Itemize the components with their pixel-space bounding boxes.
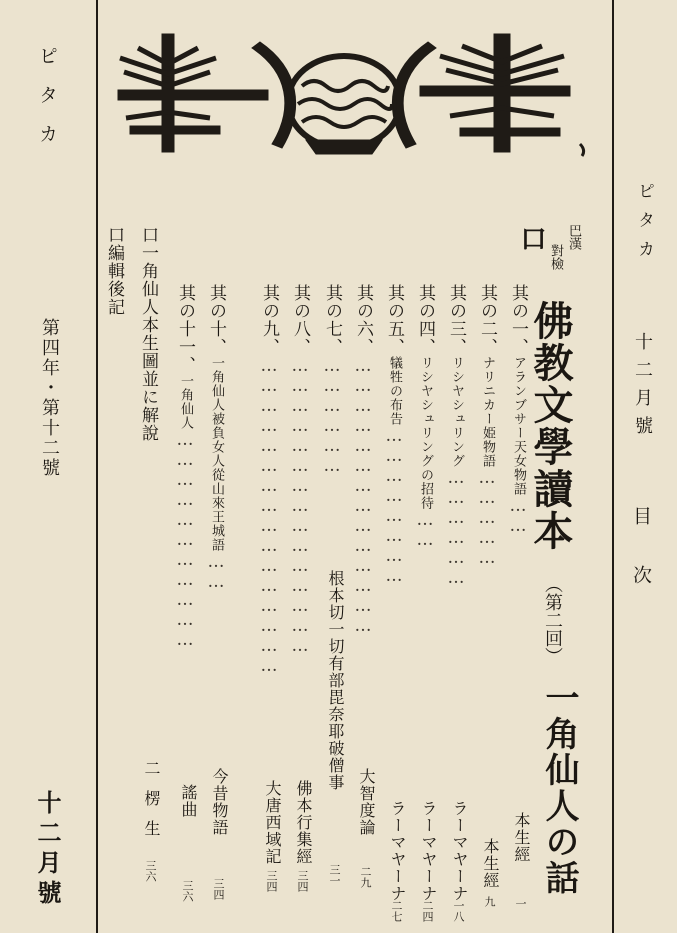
entry-source: 本生經	[512, 812, 531, 863]
toc-entry	[384, 284, 404, 586]
entry-page: 二七	[390, 900, 403, 922]
toc-entry	[206, 284, 226, 592]
entry-number: 其の四、	[415, 284, 435, 356]
right-tree-base	[460, 128, 560, 136]
entry-page: 三四	[296, 870, 309, 892]
right-margin-magazine-title: ピタカ	[634, 182, 654, 269]
toc-entry	[290, 284, 310, 656]
extra-entry	[104, 226, 124, 316]
right-frame-rule	[612, 0, 614, 933]
right-margin-month: 十二月號	[632, 332, 653, 444]
leader-dots: ……	[508, 496, 528, 536]
left-margin-volume: 第四年・第十二號	[39, 318, 60, 478]
entry-number: 其の十一、	[175, 284, 195, 374]
entry-title: 一角仙人	[178, 374, 193, 430]
entry-source: 謠曲	[179, 784, 198, 818]
entry-title: リシヤシュリング	[449, 356, 464, 468]
extra-bullet: 口	[138, 226, 158, 244]
entry-source: ラーマヤーナ	[388, 800, 407, 902]
leader-dots: …………………………………………	[259, 356, 279, 676]
title-bullet: 口	[516, 225, 546, 251]
left-tree-base	[130, 126, 220, 134]
entry-page: 三四	[265, 870, 278, 892]
right-margin-section-label: 目次	[630, 506, 652, 624]
entry-page: 一八	[452, 900, 465, 922]
entry-number: 其の六、	[353, 284, 373, 356]
entry-page: 二九	[359, 866, 372, 888]
entry-number: 其の七、	[322, 284, 342, 356]
entry-source: 本生經	[481, 838, 500, 889]
extra-bullet: 口	[104, 226, 124, 244]
entry-page: 三六	[181, 880, 194, 902]
title-prefix-lower	[548, 244, 563, 270]
left-tree-crossbar	[118, 90, 268, 100]
toc-entry	[175, 284, 195, 650]
leader-dots: ……	[415, 510, 435, 550]
left-margin-month: 十二月號	[33, 790, 62, 910]
leader-dots: ……………………………………	[353, 356, 373, 636]
installment-label: （第二回）	[542, 575, 563, 665]
toc-entry	[415, 284, 435, 550]
extra-page: 三六	[144, 860, 157, 882]
entry-number: 其の三、	[446, 284, 466, 356]
entry-title: 一角仙人被負女人從山來王城語	[209, 356, 224, 552]
leader-dots: ……………………	[384, 426, 404, 586]
right-squiggle	[580, 144, 584, 156]
entry-title: アランブサー天女物語	[511, 356, 526, 496]
entry-title: 犠牲の布告	[387, 356, 402, 426]
story-title: 一角仙人の話	[539, 680, 579, 896]
leader-dots: ………………	[322, 356, 342, 476]
entry-number: 其の二、	[477, 284, 497, 356]
leader-dots: ……………………………	[175, 430, 195, 650]
toc-entry	[322, 284, 342, 476]
pot-base	[306, 140, 382, 154]
entry-page: 一	[514, 898, 527, 909]
left-frame-rule	[96, 0, 98, 933]
entry-source: 大唐西域記	[263, 780, 282, 865]
entry-title: リシヤシュリングの招待	[418, 356, 433, 510]
right-tree-crossbar	[420, 86, 570, 96]
leader-dots: ……………	[477, 468, 497, 568]
entry-source: ラーマヤーナ	[419, 800, 438, 902]
entry-page: 三一	[328, 864, 341, 886]
decorative-header-illustration	[110, 28, 590, 160]
entry-page: 三四	[212, 878, 225, 900]
entry-source: ラーマヤーナ	[450, 800, 469, 902]
entry-source: 今昔物語	[210, 768, 229, 836]
entry-number: 其の九、	[259, 284, 279, 356]
entry-source: 根本切一切有部毘奈耶破僧事	[326, 570, 345, 791]
extra-title: 一角仙人本生圖並に解說	[138, 244, 158, 442]
title-prefix-top: 巴漢	[566, 224, 581, 250]
entry-title: ナリニカー姫物語	[480, 356, 495, 468]
leader-dots: ……	[206, 552, 226, 592]
extra-entry	[138, 226, 158, 442]
toc-entry	[446, 284, 466, 588]
leader-dots: ………………………………………	[290, 356, 310, 656]
toc-entry	[508, 284, 528, 536]
entry-number: 其の十、	[206, 284, 226, 356]
title-prefix	[566, 224, 581, 250]
entry-page: 二四	[421, 900, 434, 922]
entry-source: 大智度論	[357, 768, 376, 836]
title-prefix-bottom: 對檢	[548, 244, 563, 270]
main-title: 佛教文學讀本	[527, 300, 574, 552]
toc-entry	[259, 284, 279, 676]
entry-number: 其の一、	[508, 284, 528, 356]
toc-entry	[477, 284, 497, 568]
extra-source: 二楞生	[142, 760, 161, 850]
entry-source: 佛本行集經	[294, 780, 313, 865]
entry-number: 其の八、	[290, 284, 310, 356]
toc-entry	[353, 284, 373, 636]
left-margin-magazine-title: ピタカ	[36, 46, 58, 163]
leader-dots: ………………	[446, 468, 466, 588]
entry-number: 其の五、	[384, 284, 404, 356]
extra-title: 編輯後記	[104, 244, 124, 316]
pot-wave-pattern	[298, 81, 392, 127]
entry-page: 九	[483, 896, 496, 907]
